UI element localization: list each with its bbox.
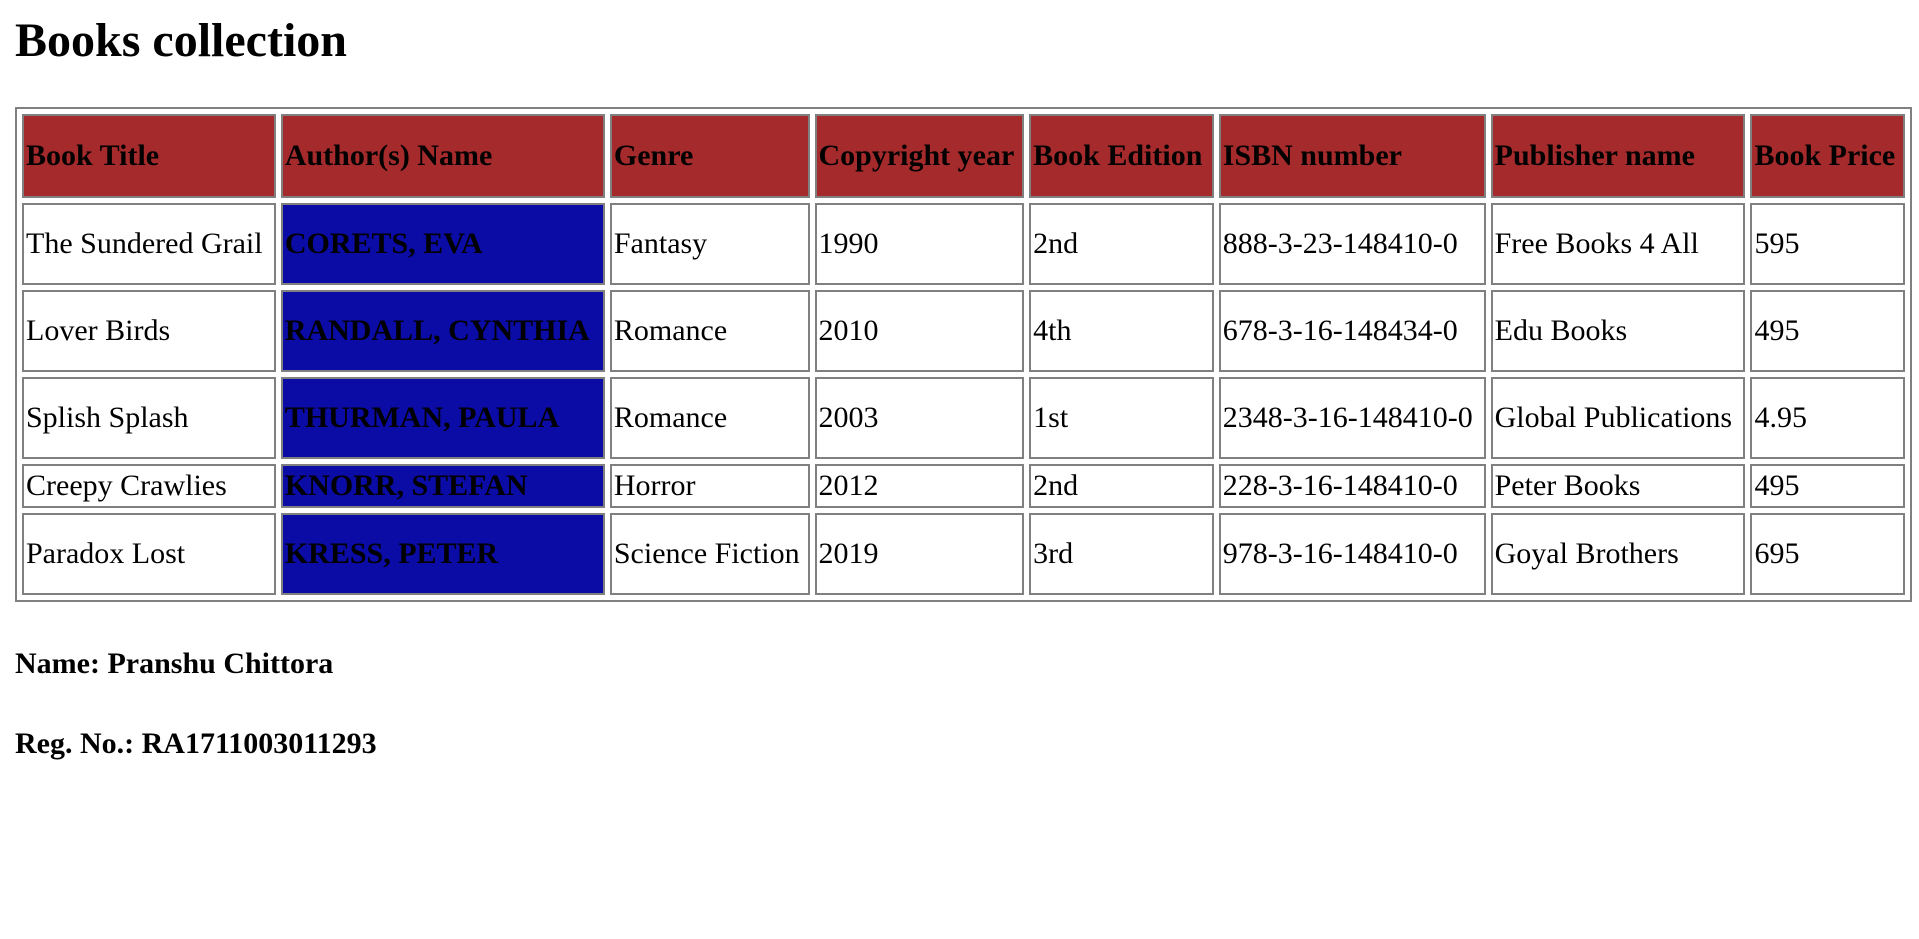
- table-row: [22, 513, 1905, 595]
- cell-book-title: Lover Birds: [22, 290, 276, 372]
- cell-copyright-year: 2012: [815, 464, 1025, 508]
- cell-genre: Fantasy: [610, 203, 810, 285]
- table-row: [22, 203, 1905, 285]
- cell-genre: Romance: [610, 290, 810, 372]
- cell-book-edition: 1st: [1029, 377, 1214, 459]
- header-copyright-year: Copyright year: [815, 114, 1025, 198]
- cell-book-price: 595: [1750, 203, 1905, 285]
- cell-author-name: CORETS, EVA: [281, 203, 605, 285]
- cell-book-title: Paradox Lost: [22, 513, 276, 595]
- cell-copyright-year: 2010: [815, 290, 1025, 372]
- cell-author-name: THURMAN, PAULA: [281, 377, 605, 459]
- cell-book-edition: 4th: [1029, 290, 1214, 372]
- cell-author-name: RANDALL, CYNTHIA: [281, 290, 605, 372]
- cell-genre: Science Fiction: [610, 513, 810, 595]
- table-row: [22, 290, 1905, 372]
- cell-copyright-year: 1990: [815, 203, 1025, 285]
- table-row: [22, 377, 1905, 459]
- cell-isbn-number: 228-3-16-148410-0: [1219, 464, 1486, 508]
- cell-book-price: 695: [1750, 513, 1905, 595]
- header-book-title: Book Title: [22, 114, 276, 198]
- header-isbn-number: ISBN number: [1219, 114, 1486, 198]
- page-title: Books collection: [15, 14, 347, 67]
- cell-book-title: The Sundered Grail: [22, 203, 276, 285]
- cell-author-name: KRESS, PETER: [281, 513, 605, 595]
- header-author-name: Author(s) Name: [281, 114, 605, 198]
- cell-publisher-name: Goyal Brothers: [1491, 513, 1746, 595]
- books-table: [15, 107, 1912, 602]
- cell-book-edition: 3rd: [1029, 513, 1214, 595]
- cell-book-price: 4.95: [1750, 377, 1905, 459]
- cell-book-edition: 2nd: [1029, 203, 1214, 285]
- cell-publisher-name: Peter Books: [1491, 464, 1746, 508]
- cell-book-title: Splish Splash: [22, 377, 276, 459]
- cell-isbn-number: 888-3-23-148410-0: [1219, 203, 1486, 285]
- cell-author-name: KNORR, STEFAN: [281, 464, 605, 508]
- cell-book-price: 495: [1750, 290, 1905, 372]
- cell-book-price: 495: [1750, 464, 1905, 508]
- table-header-row: [22, 114, 1905, 198]
- header-genre: Genre: [610, 114, 810, 198]
- registration-number: Reg. No.: RA1711003011293: [15, 727, 377, 760]
- cell-publisher-name: Edu Books: [1491, 290, 1746, 372]
- cell-genre: Horror: [610, 464, 810, 508]
- cell-genre: Romance: [610, 377, 810, 459]
- header-book-price: Book Price: [1750, 114, 1905, 198]
- student-name: Name: Pranshu Chittora: [15, 647, 334, 680]
- cell-publisher-name: Free Books 4 All: [1491, 203, 1746, 285]
- header-publisher-name: Publisher name: [1491, 114, 1746, 198]
- cell-book-edition: 2nd: [1029, 464, 1214, 508]
- cell-copyright-year: 2019: [815, 513, 1025, 595]
- cell-isbn-number: 978-3-16-148410-0: [1219, 513, 1486, 595]
- cell-isbn-number: 2348-3-16-148410-0: [1219, 377, 1486, 459]
- cell-copyright-year: 2003: [815, 377, 1025, 459]
- header-book-edition: Book Edition: [1029, 114, 1214, 198]
- cell-isbn-number: 678-3-16-148434-0: [1219, 290, 1486, 372]
- cell-publisher-name: Global Publications: [1491, 377, 1746, 459]
- cell-book-title: Creepy Crawlies: [22, 464, 276, 508]
- table-row: [22, 464, 1905, 508]
